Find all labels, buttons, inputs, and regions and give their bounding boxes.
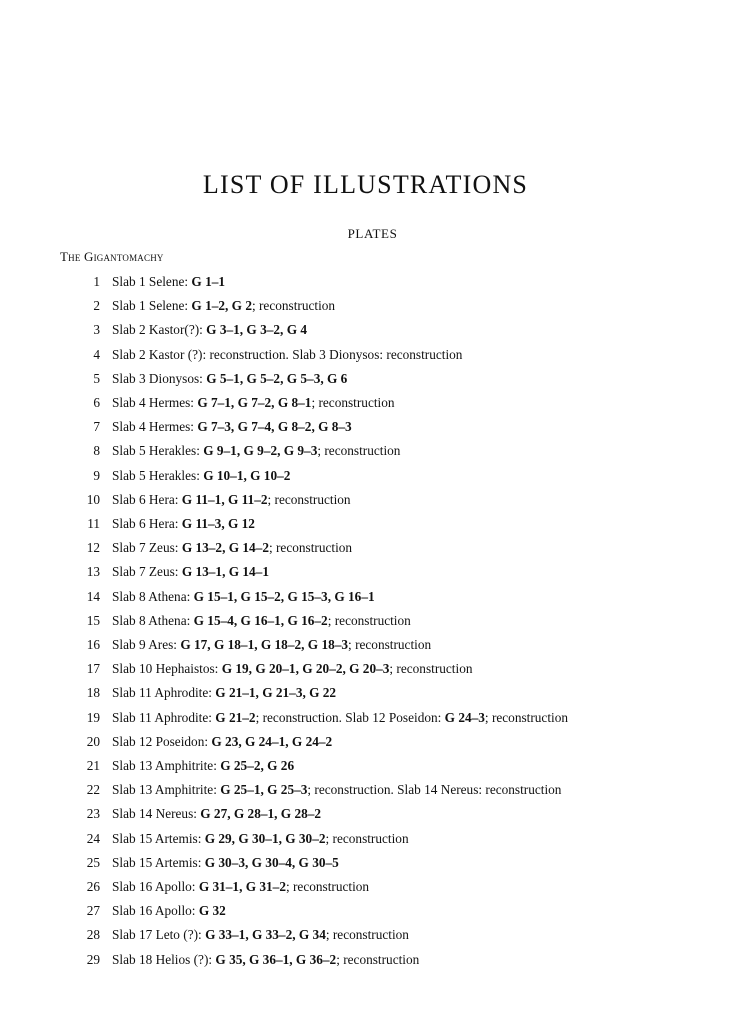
- plate-description: [112, 536, 352, 560]
- figure-reference: G 21–1, G 21–3, G 22: [215, 685, 337, 701]
- plate-description: [112, 270, 225, 294]
- plate-description: [112, 948, 419, 972]
- plate-entry: [0, 488, 731, 512]
- plate-description: [112, 609, 411, 633]
- plate-caption-text: ; reconstruction: [348, 637, 432, 652]
- plate-caption-text: ; reconstruction: [311, 395, 395, 410]
- plate-caption-text: Slab 2 Kastor(?):: [112, 322, 207, 338]
- plate-number: 13: [86, 564, 100, 580]
- figure-reference: G 30–3, G 30–4, G 30–5: [204, 854, 339, 870]
- plate-entry: [0, 294, 731, 318]
- plate-entry: [0, 706, 731, 730]
- plate-caption-text: Slab 6 Hera:: [112, 516, 182, 531]
- plate-description: [112, 439, 400, 463]
- plate-number: 21: [86, 758, 100, 773]
- plate-description: [112, 585, 375, 609]
- plate-number: 28: [86, 927, 100, 943]
- figure-reference: G 27, G 28–1, G 28–2: [200, 806, 322, 822]
- plate-description: [112, 512, 255, 536]
- plate-entry: [0, 464, 731, 488]
- plate-caption-text: Slab 16 Apollo:: [112, 879, 199, 894]
- plate-entry: [0, 802, 731, 826]
- plate-caption-text: ; reconstruction. Slab 12 Poseidon:: [255, 709, 445, 725]
- plate-caption-text: Slab 2 Kastor (?): reconstruction. Slab 3 Dionysos: reconstruction: [112, 346, 463, 362]
- plate-description: [112, 633, 431, 657]
- plate-caption-text: ; reconstruction: [267, 491, 351, 507]
- plate-number: 15: [86, 612, 100, 628]
- plate-caption-text: Slab 12 Poseidon:: [112, 733, 212, 749]
- figure-reference: G 11–3, G 12: [181, 516, 255, 531]
- plate-caption-text: ; reconstruction. Slab 14 Nereus: reconstruction: [307, 782, 562, 798]
- plate-caption-text: Slab 8 Athena:: [112, 588, 194, 604]
- plate-caption-text: Slab 17 Leto (?):: [112, 927, 206, 943]
- plate-entry: [0, 270, 731, 294]
- plate-caption-text: ; reconstruction: [325, 830, 409, 846]
- figure-reference: G 29, G 30–1, G 30–2: [204, 830, 326, 846]
- plate-number: 12: [86, 540, 100, 556]
- plate-caption-text: ; reconstruction: [325, 927, 409, 943]
- plate-number: 26: [86, 879, 100, 894]
- plate-entry: [0, 318, 731, 342]
- plate-caption-text: Slab 15 Artemis:: [112, 830, 205, 846]
- plate-description: [112, 730, 332, 754]
- plate-description: [112, 367, 347, 391]
- figure-reference: G 7–1, G 7–2, G 8–1: [197, 395, 312, 410]
- plate-entry: [0, 585, 731, 609]
- plate-entry: [0, 367, 731, 391]
- plate-description: [112, 802, 321, 826]
- figure-reference: G 7–3, G 7–4, G 8–2, G 8–3: [197, 419, 352, 435]
- plate-caption-text: Slab 15 Artemis:: [112, 854, 205, 870]
- figure-reference: G 9–1, G 9–2, G 9–3: [203, 443, 318, 459]
- plate-entry: [0, 560, 731, 584]
- plate-caption-text: Slab 7 Zeus:: [112, 540, 182, 556]
- figure-reference: G 3–1, G 3–2, G 4: [206, 322, 308, 338]
- figure-reference: G 21–2: [215, 709, 256, 725]
- plate-caption-text: Slab 5 Herakles:: [112, 443, 204, 459]
- plate-description: [112, 875, 369, 899]
- plate-entry: [0, 681, 731, 705]
- plate-caption-text: ; reconstruction: [327, 612, 411, 628]
- plate-caption-text: ; reconstruction: [389, 661, 473, 677]
- plate-description: [112, 827, 409, 851]
- plate-description: [112, 391, 395, 415]
- plate-number: 18: [86, 685, 100, 701]
- figure-reference: G 25–2, G 26: [220, 758, 295, 773]
- plate-number: 3: [93, 322, 100, 338]
- plate-number: 24: [86, 830, 100, 846]
- plate-entry: [0, 827, 731, 851]
- plate-description: [112, 464, 290, 488]
- plate-description: [112, 560, 269, 584]
- plate-number: 23: [86, 806, 100, 822]
- plate-number: 27: [86, 903, 100, 919]
- plate-number: 8: [93, 443, 100, 459]
- plate-caption-text: Slab 9 Ares:: [112, 637, 181, 652]
- plate-entry: [0, 875, 731, 899]
- plate-description: [112, 778, 561, 802]
- figure-reference: G 17, G 18–1, G 18–2, G 18–3: [180, 637, 349, 652]
- plate-caption-text: Slab 7 Zeus:: [112, 564, 182, 580]
- plate-number: 2: [93, 298, 100, 314]
- plate-number: 20: [86, 733, 100, 749]
- plate-entry: [0, 609, 731, 633]
- plate-caption-text: Slab 14 Nereus:: [112, 806, 201, 822]
- plate-entry: [0, 536, 731, 560]
- figure-reference: G 25–1, G 25–3: [220, 782, 308, 798]
- plate-caption-text: Slab 8 Athena:: [112, 612, 194, 628]
- plate-caption-text: ; reconstruction: [285, 879, 370, 894]
- plate-caption-text: ; reconstruction: [317, 443, 401, 459]
- plate-description: [112, 899, 226, 923]
- figure-reference: G 19, G 20–1, G 20–2, G 20–3: [221, 661, 390, 677]
- figure-reference: G 33–1, G 33–2, G 34: [205, 927, 326, 943]
- plate-caption-text: Slab 1 Selene:: [112, 274, 192, 289]
- plate-caption-text: Slab 4 Hermes:: [112, 419, 198, 435]
- plate-entry: [0, 415, 731, 439]
- plate-number: 10: [86, 491, 100, 507]
- page-title: LIST OF ILLUSTRATIONS: [202, 170, 529, 199]
- figure-reference: G 1–2, G 2: [191, 298, 252, 314]
- plate-number: 29: [86, 951, 100, 967]
- figure-reference: G 11–1, G 11–2: [181, 491, 268, 507]
- plate-description: [112, 318, 307, 342]
- plate-entry: [0, 754, 731, 778]
- plate-description: [112, 754, 294, 778]
- plate-caption-text: Slab 13 Amphitrite:: [112, 782, 221, 798]
- plate-caption-text: Slab 10 Hephaistos:: [112, 661, 222, 677]
- plate-description: [112, 706, 568, 730]
- plate-caption-text: Slab 16 Apollo:: [112, 903, 199, 919]
- figure-reference: G 35, G 36–1, G 36–2: [215, 951, 337, 967]
- plate-description: [112, 657, 473, 681]
- plate-number: 11: [87, 516, 100, 531]
- plate-number: 5: [93, 370, 100, 386]
- figure-reference: G 32: [198, 903, 226, 919]
- plate-caption-text: ; reconstruction: [336, 951, 420, 967]
- plate-caption-text: Slab 3 Dionysos:: [112, 370, 207, 386]
- figure-reference: G 1–1: [191, 274, 226, 289]
- figure-reference: G 15–4, G 16–1, G 16–2: [193, 612, 328, 628]
- plate-number: 16: [86, 637, 100, 652]
- plate-description: [112, 681, 336, 705]
- figure-reference: G 24–3: [444, 709, 485, 725]
- plate-entry: [0, 899, 731, 923]
- figure-reference: G 15–1, G 15–2, G 15–3, G 16–1: [193, 588, 375, 604]
- plate-description: [112, 294, 335, 318]
- plate-entry: [0, 439, 731, 463]
- plate-entry: [0, 657, 731, 681]
- plate-caption-text: Slab 18 Helios (?):: [112, 951, 216, 967]
- plate-number: 19: [86, 709, 100, 725]
- plate-number: 6: [93, 395, 100, 410]
- figure-reference: G 31–1, G 31–2: [198, 879, 286, 894]
- plate-description: [112, 343, 462, 367]
- plate-caption-text: ; reconstruction: [268, 540, 353, 556]
- plate-number: 22: [86, 782, 100, 798]
- plate-caption-text: Slab 6 Hera:: [112, 491, 182, 507]
- plate-number: 4: [93, 346, 100, 362]
- plate-caption-text: Slab 5 Herakles:: [112, 467, 204, 483]
- figure-reference: G 23, G 24–1, G 24–2: [211, 733, 333, 749]
- section-heading: The Gigantomachy: [60, 249, 164, 264]
- plate-number: 14: [86, 588, 100, 604]
- plate-description: [112, 923, 409, 947]
- plate-number: 17: [86, 661, 100, 677]
- plates-heading: PLATES: [347, 226, 398, 241]
- figure-reference: G 5–1, G 5–2, G 5–3, G 6: [206, 370, 348, 386]
- figure-reference: G 13–1, G 14–1: [181, 564, 269, 580]
- plate-description: [112, 488, 351, 512]
- plate-entry: [0, 633, 731, 657]
- plate-entry: [0, 948, 731, 972]
- plate-entry: [0, 343, 731, 367]
- plate-number: 9: [93, 467, 100, 483]
- plate-description: [112, 851, 339, 875]
- plate-caption-text: Slab 11 Aphrodite:: [112, 685, 216, 701]
- plate-number: 25: [86, 854, 100, 870]
- plate-number: 1: [93, 274, 100, 289]
- plate-caption-text: Slab 4 Hermes:: [112, 395, 198, 410]
- plate-entry: [0, 778, 731, 802]
- plate-caption-text: ; reconstruction: [251, 298, 336, 314]
- plate-entry: [0, 923, 731, 947]
- plate-entry: [0, 851, 731, 875]
- plate-caption-text: Slab 11 Aphrodite:: [112, 709, 216, 725]
- figure-reference: G 13–2, G 14–2: [181, 540, 269, 556]
- plate-description: [112, 415, 352, 439]
- figure-reference: G 10–1, G 10–2: [203, 467, 291, 483]
- plate-entry: [0, 512, 731, 536]
- plate-entry: [0, 391, 731, 415]
- plate-number: 7: [93, 419, 100, 435]
- plate-caption-text: Slab 1 Selene:: [112, 298, 192, 314]
- plate-entry: [0, 730, 731, 754]
- plate-caption-text: ; reconstruction: [484, 709, 569, 725]
- plate-caption-text: Slab 13 Amphitrite:: [112, 758, 221, 773]
